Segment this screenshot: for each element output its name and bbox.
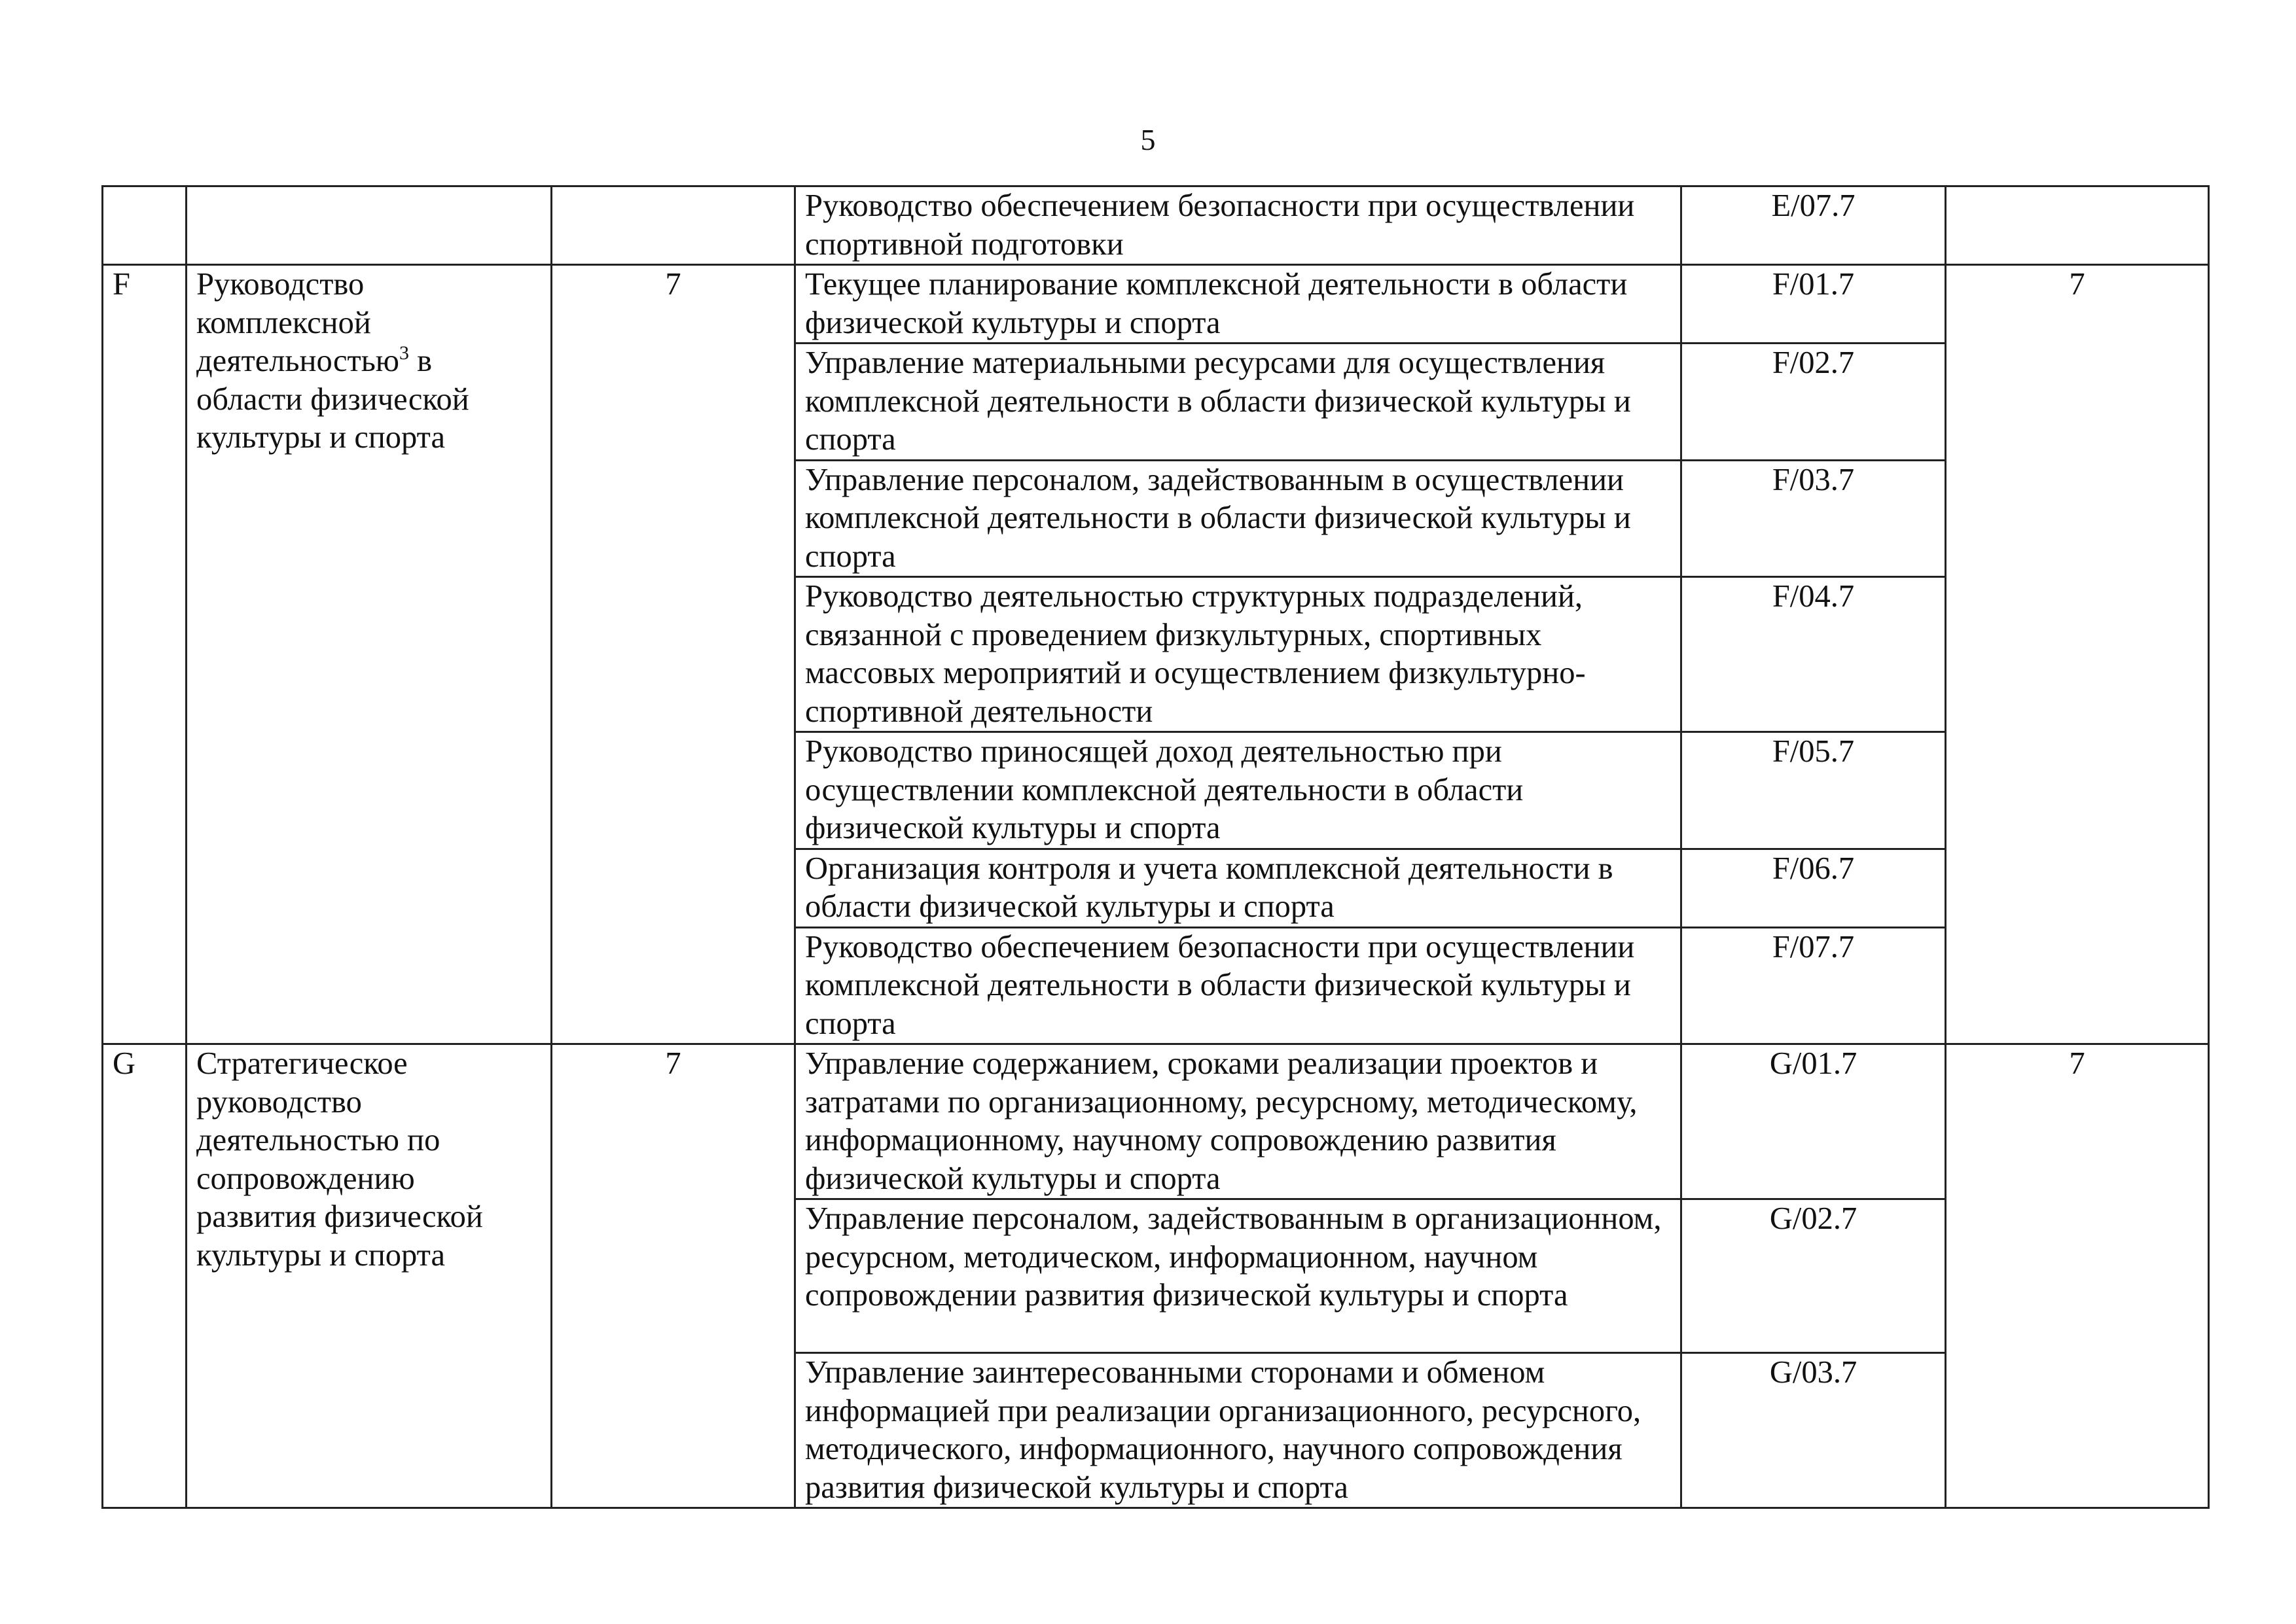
group-level: 7 xyxy=(552,265,795,1044)
page-number: 5 xyxy=(1140,123,1156,156)
function-code: F/07.7 xyxy=(1681,927,1946,1044)
function-name: Управление заинтересованными сторонами и обменом информацией при реализации организационного, ресурсного, методического, информационного, научного сопровождения развития физической культуры и спорта xyxy=(795,1353,1681,1508)
footnote-mark: 3 xyxy=(399,342,410,364)
function-name: Текущее планирование комплексной деятельности в области физической культуры и спорта xyxy=(795,265,1681,344)
function-code: G/02.7 xyxy=(1681,1199,1946,1353)
functions-table xyxy=(101,185,2210,1509)
function-code: E/07.7 xyxy=(1681,186,1946,265)
group-code: F xyxy=(103,265,187,1044)
group-name xyxy=(187,265,552,1044)
function-name: Управление персоналом, задействованным в осуществлении комплексной деятельности в области физической культуры и спорта xyxy=(795,460,1681,577)
group-name-text-continued: в области физической культуры и спорта xyxy=(196,344,469,455)
function-code: F/02.7 xyxy=(1681,344,1946,461)
function-code: G/03.7 xyxy=(1681,1353,1946,1508)
function-name: Организация контроля и учета комплексной деятельности в области физической культуры и спорта xyxy=(795,849,1681,927)
group-name: Стратегическое руководство деятельностью по сопровождению развития физической культуры и спорта xyxy=(187,1044,552,1508)
function-level: 7 xyxy=(1946,265,2209,1044)
function-code: F/04.7 xyxy=(1681,577,1946,732)
function-code: F/03.7 xyxy=(1681,460,1946,577)
function-level: 7 xyxy=(1946,1044,2209,1508)
function-code: F/06.7 xyxy=(1681,849,1946,927)
function-name: Управление содержанием, сроками реализации проектов и затратами по организационному, ресурсному, методическому, информационному, научному сопровождению развития физической культуры и спорта xyxy=(795,1044,1681,1199)
group-level: 7 xyxy=(552,1044,795,1508)
function-name: Руководство деятельностью структурных подразделений, связанной с проведением физкультурных, спортивных массовых мероприятий и осуществлением физкультурно-спортивной деятельности xyxy=(795,577,1681,732)
group-code: G xyxy=(103,1044,187,1508)
function-name: Руководство обеспечением безопасности при осуществлении спортивной подготовки xyxy=(795,186,1681,265)
table-row xyxy=(103,265,2209,344)
group-name-cell xyxy=(187,186,552,265)
function-name: Управление персоналом, задействованным в организационном, ресурсном, методическом, информационном, научном сопровождении развития физической культуры и спорта xyxy=(795,1199,1681,1353)
level-cell xyxy=(552,186,795,265)
group-code-cell xyxy=(103,186,187,265)
group-name-text: Руководство комплексной деятельностью xyxy=(196,267,400,378)
function-name: Управление материальными ресурсами для осуществления комплексной деятельности в области физической культуры и спорта xyxy=(795,344,1681,461)
table-row xyxy=(103,186,2209,265)
function-code: G/01.7 xyxy=(1681,1044,1946,1199)
function-name: Руководство обеспечением безопасности при осуществлении комплексной деятельности в области физической культуры и спорта xyxy=(795,927,1681,1044)
table-row xyxy=(103,1044,2209,1199)
function-name: Руководство приносящей доход деятельностью при осуществлении комплексной деятельности в области физической культуры и спорта xyxy=(795,732,1681,849)
function-code: F/05.7 xyxy=(1681,732,1946,849)
sublevel-cell xyxy=(1946,186,2209,265)
function-code: F/01.7 xyxy=(1681,265,1946,344)
